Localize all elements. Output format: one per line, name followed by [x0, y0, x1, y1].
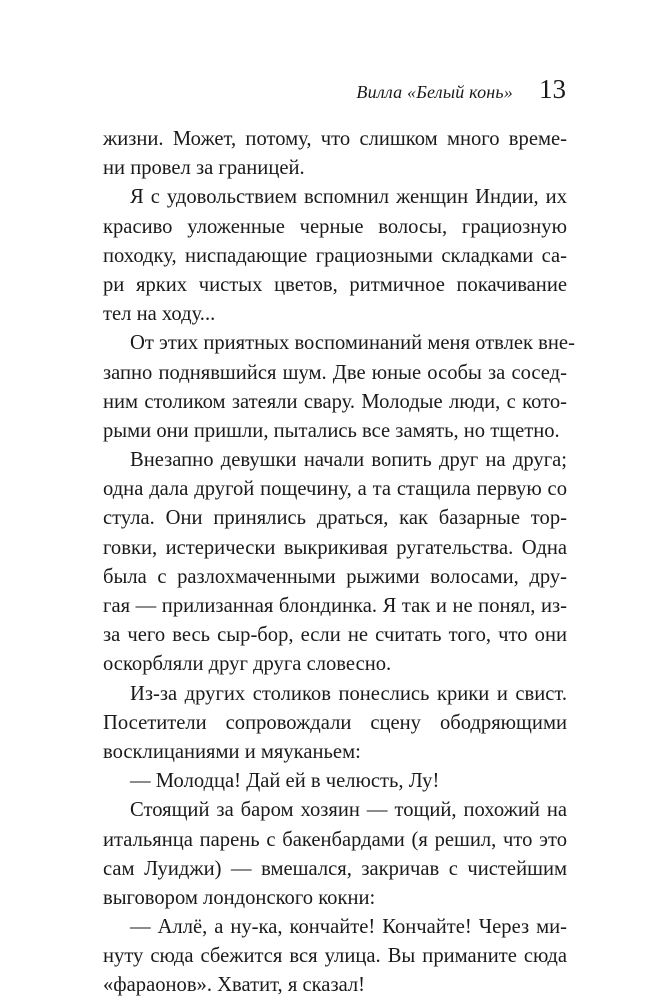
text-line: гая — прилизанная блондинка. Я так и не понял, из- — [103, 595, 567, 617]
text-line: итальянца парень с бакенбардами (я решил, что это — [103, 828, 567, 851]
text-line: жизни. Может, потому, что слишком много време- — [103, 128, 567, 150]
text-line: От этих приятных воспоминаний меня отвлек вне- — [130, 332, 575, 355]
text-line: восклицаниями и мяуканьем: — [103, 740, 361, 763]
text-line: «фараонов». Хватит, я сказал! — [103, 974, 366, 997]
text-line: Внезапно девушки начали вопить друг на друга; — [130, 449, 567, 472]
running-header — [0, 76, 566, 103]
text-line: ни провел за границей. — [103, 157, 305, 180]
text-line: — Аллё, а ну-ка, кончайте! Кончайте! Через ми- — [130, 916, 567, 939]
body-text — [103, 125, 575, 1001]
text-line: сам Луиджи) — вмешался, закричав с чистейшим — [103, 857, 567, 880]
text-line: нуту сюда сбежится вся улица. Вы приманите сюда — [103, 945, 567, 968]
text-line: Я с удовольствием вспомнил женщин Индии, их — [130, 186, 567, 209]
page-number: 13 — [539, 74, 566, 104]
text-line: рыми они пришли, пытались все замять, но тщетно. — [103, 419, 560, 442]
text-line: за чего весь сыр-бор, если не считать того, что они — [103, 624, 567, 647]
text-line: одна дала другой пощечину, а та стащила первую со — [103, 478, 567, 501]
text-line: была с разлохмаченными рыжими волосами, дру- — [103, 565, 567, 588]
text-line: стула. Они принялись драться, как базарные тор- — [103, 507, 567, 530]
text-line: оскорбляли друг друга словесно. — [103, 653, 392, 676]
text-line: Из-за других столиков понеслись крики и свист. — [130, 682, 567, 705]
running-title: Вилла «Белый конь» — [356, 82, 513, 102]
text-line: ним столиком затеяли свару. Молодые люди, с кото- — [103, 390, 567, 413]
text-line: — Молодца! Дай ей в челюсть, Лу! — [130, 770, 440, 793]
text-line: ри ярких чистых цветов, ритмичное покачивание — [103, 273, 567, 296]
text-line: тел на ходу... — [103, 303, 216, 326]
text-line: Стоящий за баром хозяин — тощий, похожий на — [130, 799, 567, 822]
text-line: Посетители сопровождали сцену ободряющими — [103, 711, 567, 734]
text-line: походку, ниспадающие грациозными складками са- — [103, 244, 567, 267]
text-line: красиво уложенные черные волосы, грациозную — [103, 215, 567, 238]
text-line: выговором лондонского кокни: — [103, 886, 376, 909]
text-line: говки, истерически выкрикивая ругательства. Одна — [103, 536, 567, 559]
text-line: запно поднявшийся шум. Две юные особы за сосед- — [103, 361, 567, 384]
